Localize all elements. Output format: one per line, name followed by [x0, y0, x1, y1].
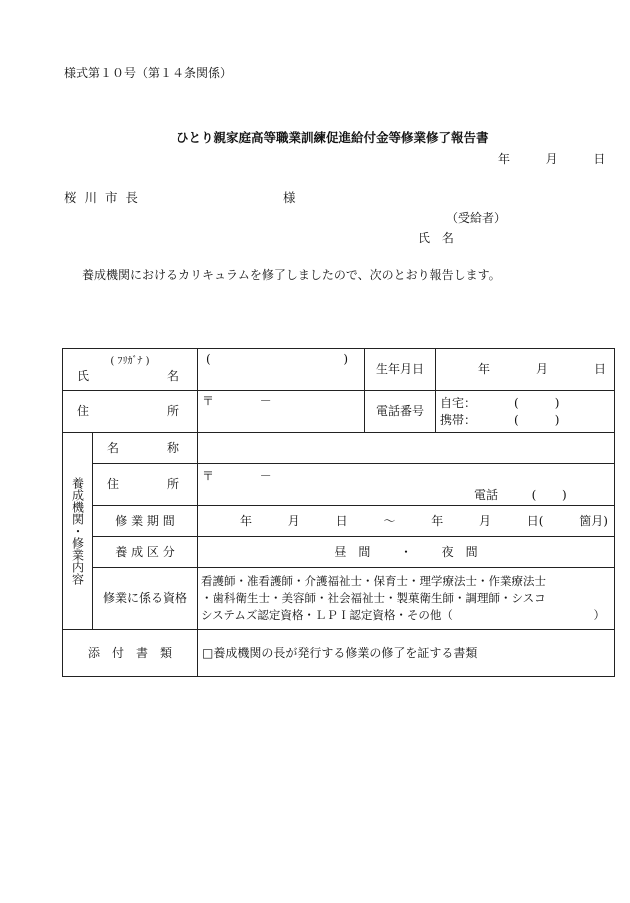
addressee: 桜 川 市 長	[64, 190, 140, 205]
intro-text: 養成機関におけるカリキュラムを修了しましたので、次のとおり報告します。	[82, 268, 501, 282]
section-label: 養成機関・修業内容	[70, 477, 85, 585]
mobile-paren-open: (	[514, 412, 519, 427]
name-input-cell[interactable]	[198, 349, 365, 391]
mobile-paren-close: )	[554, 412, 560, 427]
period-start-year: 年	[240, 513, 253, 528]
period-start-day: 日	[335, 513, 348, 528]
home-paren-close: )	[554, 396, 560, 411]
inst-phone-label: 電話	[474, 487, 499, 502]
inst-addr-label-cell	[93, 464, 198, 506]
class-dot: ・	[399, 544, 412, 559]
qual-close: ）	[593, 608, 605, 623]
inst-name-label-1: 名	[107, 440, 120, 455]
birth-month-label: 月	[535, 362, 548, 377]
report-form-table	[62, 348, 615, 677]
period-start-month: 月	[287, 513, 300, 528]
furigana-paren-close: )	[343, 352, 348, 366]
inst-postal-dash: －	[259, 468, 272, 483]
attach-label: 添 付 書 類	[63, 630, 198, 677]
institution-address-row	[63, 464, 615, 506]
address-input[interactable]	[198, 391, 365, 433]
postal-mark: 〒	[202, 394, 215, 408]
home-paren-open: (	[514, 396, 519, 411]
document-title: ひとり親家庭高等職業訓練促進給付金等修業修了報告書	[176, 130, 489, 145]
recipient-label: （受給者）	[446, 211, 507, 225]
address-label-cell	[63, 391, 198, 433]
period-end-month: 月	[478, 513, 491, 528]
home-phone-label: 自宅：	[440, 396, 477, 411]
honorific: 様	[283, 190, 296, 205]
postal-dash: －	[259, 394, 272, 408]
name-label-1: 氏	[77, 369, 90, 384]
furigana-label: ( ﾌﾘｶﾞﾅ )	[110, 355, 150, 367]
mobile-phone-label: 携帯：	[440, 412, 477, 427]
inst-name-label-cell	[93, 433, 198, 464]
name-label-2: 名	[166, 369, 179, 384]
submission-date	[498, 150, 605, 167]
qual-line-1: 看護師・准看護師・介護福祉士・保育士・理学療法士・作業療法士	[201, 573, 546, 588]
section-label-cell	[63, 433, 93, 630]
birthdate-label: 生年月日	[365, 349, 436, 391]
phone-label: 電話番号	[365, 391, 436, 433]
attach-item[interactable]: □養成機関の長が発行する修業の修了を証する書類	[198, 630, 615, 677]
date-year-label: 年	[498, 152, 511, 166]
inst-name-input[interactable]	[198, 433, 615, 464]
class-day[interactable]: 昼 間	[334, 544, 371, 559]
date-month-label: 月	[545, 152, 558, 166]
period-end-year: 年	[431, 513, 444, 528]
phone-input[interactable]	[436, 391, 615, 433]
address-row	[63, 391, 615, 433]
period-label: 修 業 期 間	[93, 506, 198, 537]
inst-addr-label-2: 所	[166, 477, 179, 492]
address-label-2: 所	[166, 404, 179, 419]
address-label-1: 住	[77, 404, 90, 419]
period-tilde: ～	[383, 513, 396, 528]
period-input[interactable]	[198, 506, 615, 537]
applicant-name-label: 氏 名	[418, 231, 458, 245]
inst-phone-paren-close: )	[562, 487, 567, 502]
period-row	[63, 506, 615, 537]
qual-line-3: システムズ認定資格・ＬＰＩ認定資格・その他（	[201, 608, 453, 623]
period-months: 箇月)	[579, 513, 608, 528]
birth-day-label: 日	[593, 362, 606, 377]
inst-addr-input[interactable]	[198, 464, 615, 506]
date-day-label: 日	[593, 152, 606, 166]
inst-addr-label-1: 住	[107, 477, 120, 492]
qual-options[interactable]	[198, 568, 615, 630]
name-row	[63, 349, 615, 391]
qual-label: 修業に係る資格	[93, 568, 198, 630]
inst-phone-paren-open: (	[531, 487, 537, 502]
inst-name-label-2: 称	[166, 440, 179, 455]
class-row	[63, 537, 615, 568]
period-end-day: 日(	[526, 513, 544, 528]
birth-year-label: 年	[478, 362, 491, 377]
class-label: 養 成 区 分	[93, 537, 198, 568]
form-number: 様式第１０号（第１４条関係）	[64, 66, 233, 80]
institution-name-row	[63, 433, 615, 464]
attachment-row	[63, 630, 615, 677]
inst-postal-mark: 〒	[202, 468, 215, 483]
qualification-row	[63, 568, 615, 630]
qual-line-2: ・歯科衛生士・美容師・社会福祉士・製菓衛生師・調理師・シスコ	[201, 590, 546, 605]
birthdate-input[interactable]	[436, 349, 615, 391]
class-options[interactable]	[198, 537, 615, 568]
class-night[interactable]: 夜 間	[441, 544, 478, 559]
furigana-paren-open: (	[206, 352, 211, 366]
name-label-cell	[63, 349, 198, 391]
